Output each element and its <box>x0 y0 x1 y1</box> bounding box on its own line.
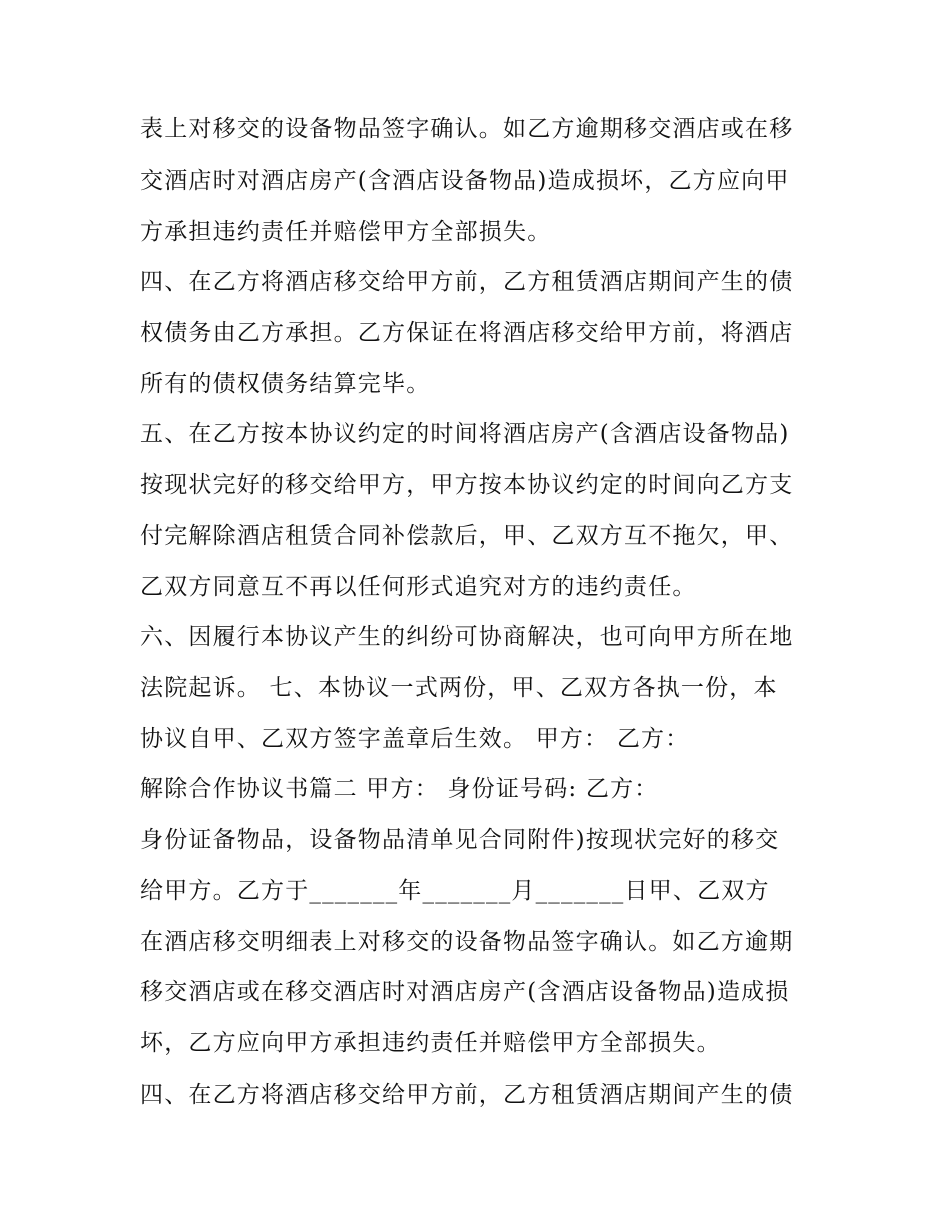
text-line: 五、在乙方按本协议约定的时间将酒店房产(含酒店设备物品) <box>140 421 790 447</box>
text-line: 身份证备物品，设备物品清单见合同附件)按现状完好的移交 <box>140 827 780 853</box>
text-line: 法院起诉。 七、本协议一式两份，甲、乙双方各执一份，本 <box>140 675 778 701</box>
text-line: 付完解除酒店租赁合同补偿款后，甲、乙双方互不拖欠，甲、 <box>140 523 794 549</box>
text-line: 所有的债权债务结算完毕。 <box>140 371 431 397</box>
text-line: 表上对移交的设备物品签字确认。如乙方逾期移交酒店或在移 <box>140 116 794 142</box>
text-line: 权债务由乙方承担。乙方保证在将酒店移交给甲方前，将酒店 <box>140 320 794 346</box>
text-line: 乙双方同意互不再以任何形式追究对方的违约责任。 <box>140 574 697 600</box>
text-line: 坏，乙方应向甲方承担违约责任并赔偿甲方全部损失。 <box>140 1030 721 1056</box>
text-line: 移交酒店或在移交酒店时对酒店房产(含酒店设备物品)造成损 <box>140 979 790 1005</box>
text-line: 四、在乙方将酒店移交给甲方前，乙方租赁酒店期间产生的债 <box>140 1082 794 1108</box>
text-line: 六、因履行本协议产生的纠纷可协商解决，也可向甲方所在地 <box>140 624 794 650</box>
text-line: 方承担违约责任并赔偿甲方全部损失。 <box>140 219 552 245</box>
text-line: 交酒店时对酒店房产(含酒店设备物品)造成损坏，乙方应向甲 <box>140 168 790 194</box>
text-line: 四、在乙方将酒店移交给甲方前，乙方租赁酒店期间产生的债 <box>140 269 794 295</box>
text-line: 解除合作协议书篇二 甲方： 身份证号码: 乙方： <box>140 776 659 802</box>
text-line: 在酒店移交明细表上对移交的设备物品签字确认。如乙方逾期 <box>140 929 794 955</box>
text-line: 协议自甲、乙双方签字盖章后生效。 甲方： 乙方： <box>140 726 690 752</box>
text-line: 给甲方。乙方于_______年_______月_______日甲、乙双方 <box>140 878 770 904</box>
text-line: 按现状完好的移交给甲方，甲方按本协议约定的时间向乙方支 <box>140 472 794 498</box>
